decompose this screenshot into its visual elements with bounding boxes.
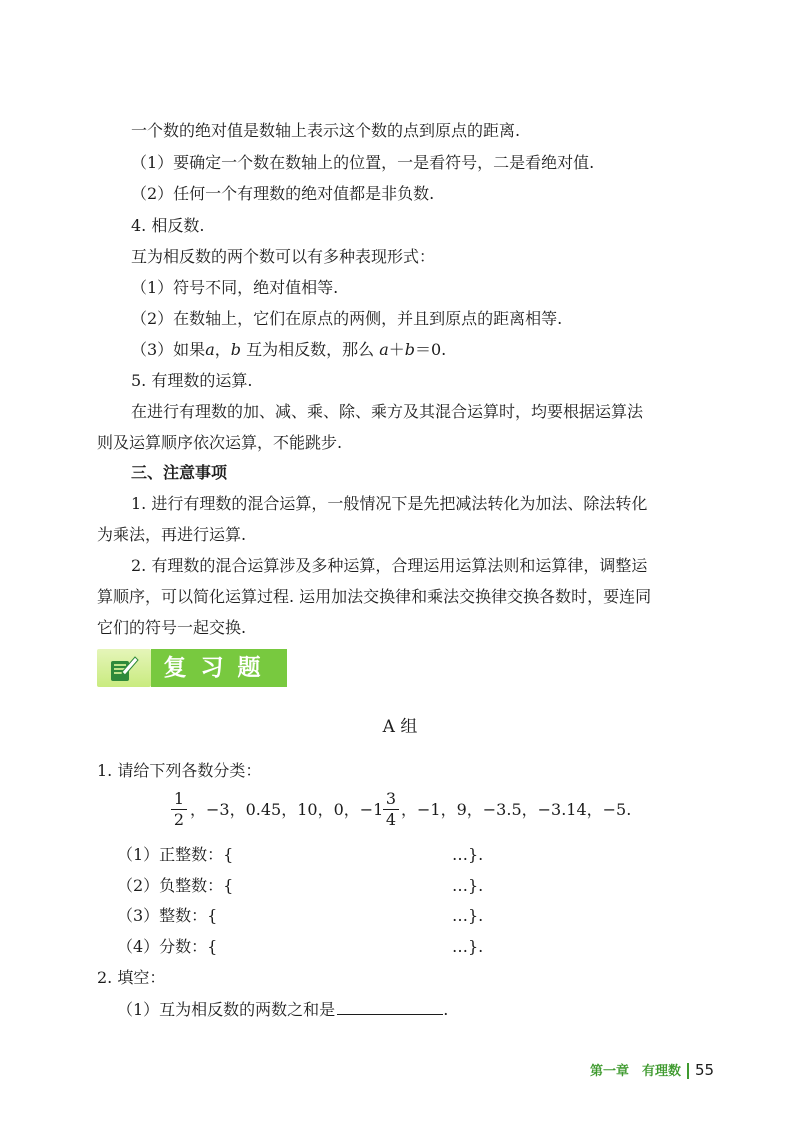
heading-rational-operations: 5. 有理数的运算. <box>131 371 253 390</box>
plus-sign: ＋ <box>388 340 405 359</box>
equals-zero: ＝0. <box>415 340 447 359</box>
page-footer <box>590 1060 714 1082</box>
ellipsis-brace: …}. <box>452 876 484 895</box>
comma: ， <box>214 340 231 359</box>
note-1-line1: 1. 进行有理数的混合运算，一般情况下是先把减法转化为加法、除法转化 <box>131 494 648 513</box>
notebook-pen-icon <box>108 652 140 684</box>
footer-separator <box>687 1063 689 1079</box>
point-1: （1）要确定一个数在数轴上的位置，一是看符号，二是看绝对值. <box>131 153 595 172</box>
point-3-mid: 互为相反数，那么 <box>241 340 380 359</box>
note-2-line3: 它们的符号一起交换. <box>97 618 247 637</box>
question-2: 2. 填空： <box>97 968 166 987</box>
fraction-one-half <box>171 790 187 829</box>
category-negative-integers: （2）负整数：{ <box>117 876 234 895</box>
var-b: b <box>230 340 241 359</box>
var-a: a <box>205 340 215 359</box>
group-title: A 组 <box>382 717 418 737</box>
fraction-numerator: 1 <box>173 789 185 808</box>
note-2-line2: 算顺序，可以简化运算过程. 运用加法交换律和乘法交换律交换各数时，要连同 <box>97 587 652 606</box>
point-1: （1）符号不同，绝对值相等. <box>131 278 339 297</box>
point-3 <box>131 340 446 360</box>
fraction-three-quarters <box>383 790 399 829</box>
chapter-label: 第一章 有理数 <box>590 1064 682 1079</box>
question-2-part-1-text: （1）互为相反数的两数之和是 <box>117 1000 336 1019</box>
number-list-tail: ，−1，9，−3.5，−3.14，−5. <box>401 800 632 819</box>
page-number: 55 <box>695 1061 715 1079</box>
review-banner <box>97 649 287 687</box>
fraction-denominator: 2 <box>173 810 185 829</box>
banner-label-box <box>151 649 287 687</box>
banner-icon-box <box>97 649 151 687</box>
fraction-numerator: 3 <box>385 789 397 808</box>
point-3-prefix: （3）如果 <box>131 340 206 359</box>
number-list-middle: ，−3，0.45，10，0，−1 <box>190 800 384 819</box>
category-fractions: （4）分数：{ <box>117 937 218 956</box>
point-2: （2）任何一个有理数的绝对值都是非负数. <box>131 184 435 203</box>
var-b: b <box>404 340 415 359</box>
category-positive-integers: （1）正整数：{ <box>117 845 234 864</box>
ellipsis-brace: …}. <box>452 906 484 925</box>
question-2-part-1 <box>117 999 448 1020</box>
paragraph-opposite-forms: 互为相反数的两个数可以有多种表现形式： <box>131 247 436 266</box>
note-2-line1: 2. 有理数的混合运算涉及多种运算，合理运用运算法则和运算律，调整运 <box>131 556 648 575</box>
paragraph-absolute-value: 一个数的绝对值是数轴上表示这个数的点到原点的距离. <box>131 121 521 140</box>
paragraph-operations-line1: 在进行有理数的加、减、乘、除、乘方及其混合运算时，均要根据运算法 <box>131 402 644 421</box>
section-heading-notes: 三、注意事项 <box>131 463 228 482</box>
paragraph-operations-line2: 则及运算顺序依次运算，不能跳步. <box>97 433 343 452</box>
answer-blank[interactable] <box>337 999 443 1015</box>
fraction-denominator: 4 <box>385 810 397 829</box>
category-integers: （3）整数：{ <box>117 906 218 925</box>
var-a: a <box>379 340 389 359</box>
heading-opposite-numbers: 4. 相反数. <box>131 216 205 235</box>
point-2: （2）在数轴上，它们在原点的两侧，并且到原点的距离相等. <box>131 309 563 328</box>
question-1: 1. 请给下列各数分类： <box>97 761 262 780</box>
banner-title: 复习题 <box>163 655 275 681</box>
note-1-line2: 为乘法，再进行运算. <box>97 525 247 544</box>
ellipsis-brace: …}. <box>452 937 484 956</box>
period: . <box>443 1000 449 1019</box>
ellipsis-brace: …}. <box>452 845 484 864</box>
